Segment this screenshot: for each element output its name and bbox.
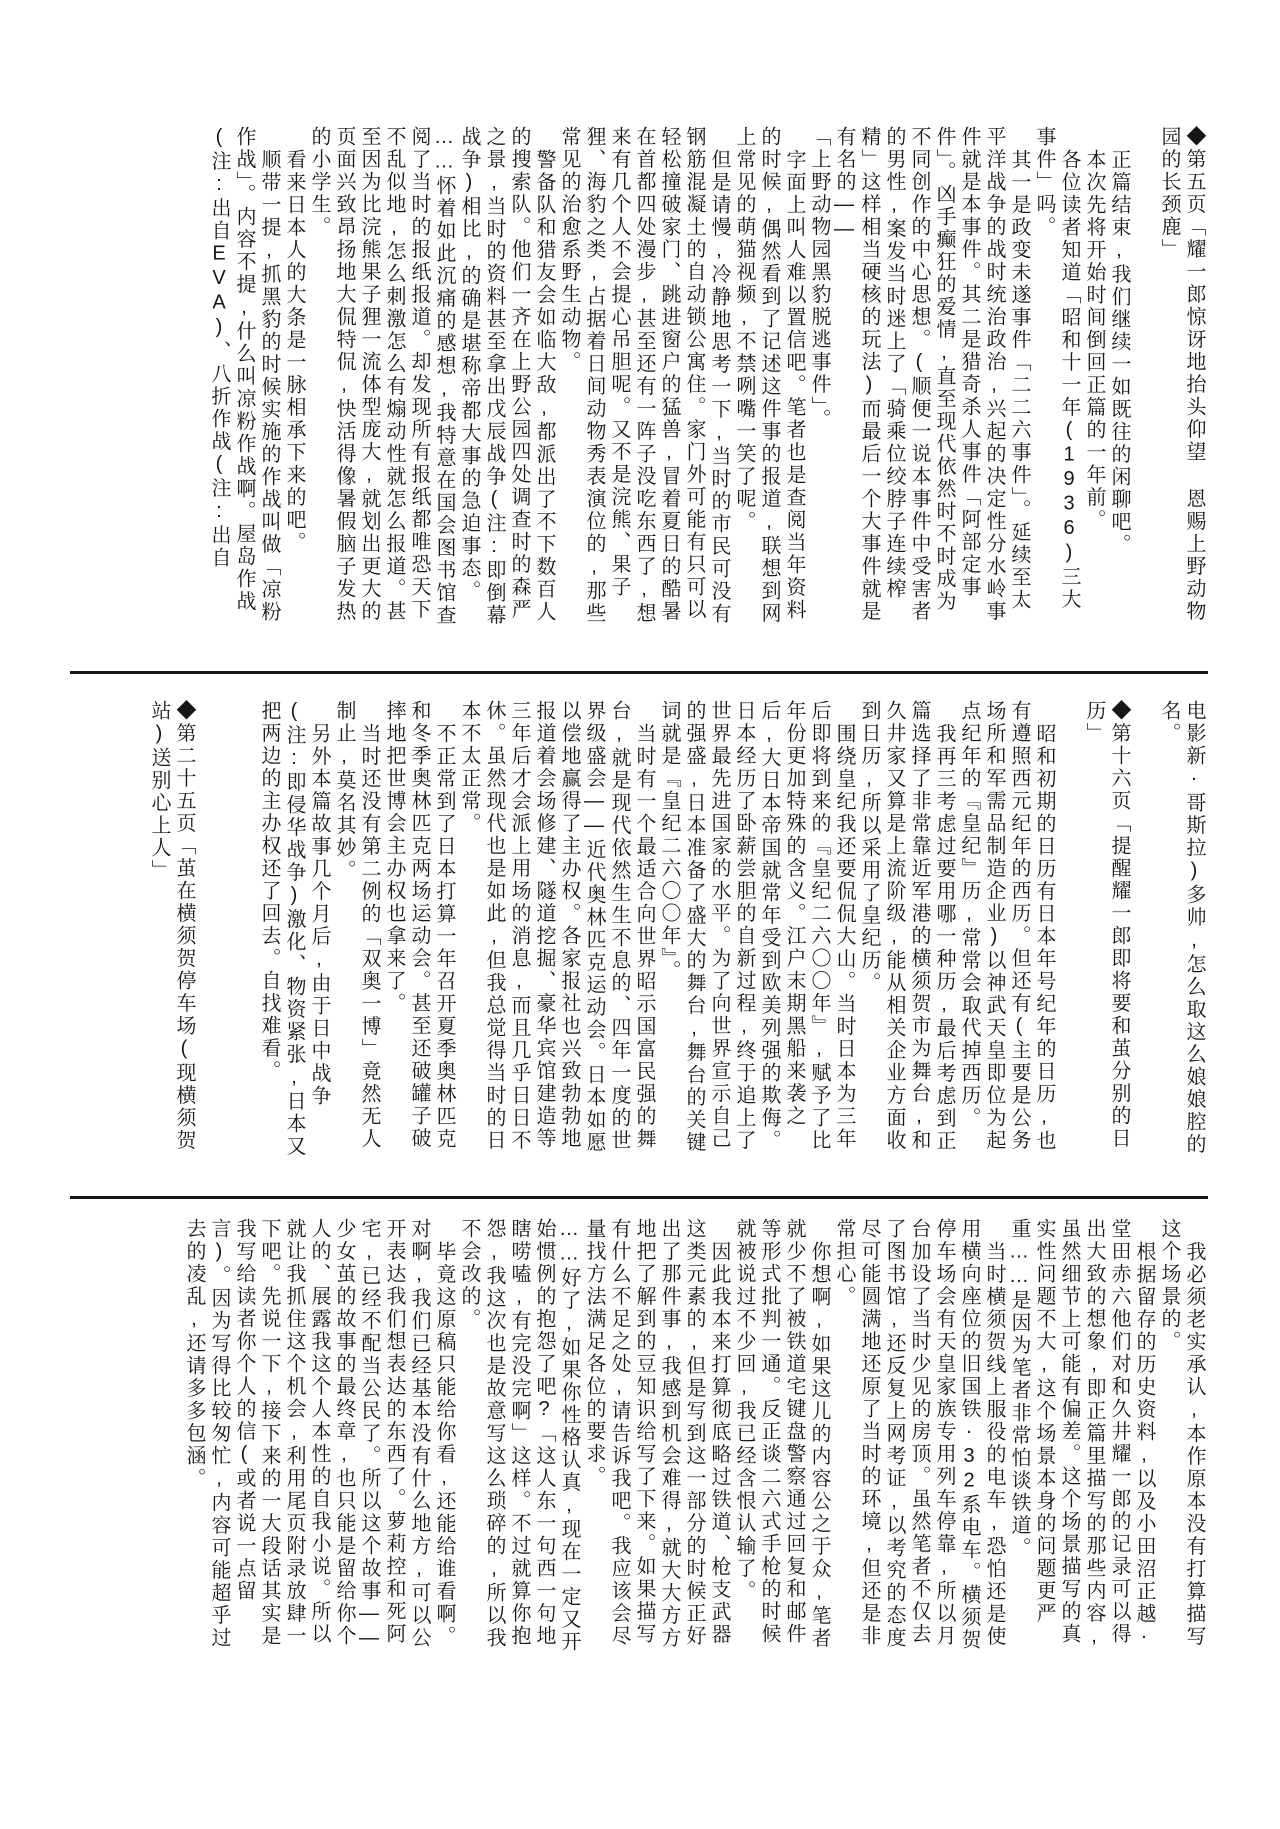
text-column-paragraph: 根据留存的历史资料,以及小田沼正越·堂田赤六他们对和久井耀一郎的记录可以得出大致的想象,即正篇里描写的那些内容,虽然细节上可能有偏差。这个场景描写的真实性问题不大,这个场景本身的问题更严重……是因为笔者非常怕谈铁道。 bbox=[1008, 1218, 1155, 1650]
text-column-paragraph: 我必须老实承认,本作原本没有打算描写这个场景的。 bbox=[1158, 1218, 1205, 1648]
section-divider-1 bbox=[70, 671, 1208, 674]
text-column-paragraph: 另外本篇故事几个月后,由于日中战争(注:即侵华战争)激化、物资紧张,日本又把两边的主办权还了回去。自找难看。 bbox=[258, 700, 330, 1158]
text-column-paragraph: 其一是政变未遂事件「二二六事件」。延续至太平洋战争的战时统治政治,兴起的决定性分水岭事件就是本事件。其二是猎奇杀人事件「阿部定事件」。凶手癫狂的爱情,直至现代依然时不时成为不同创作的中心思想。(顺便一说本事件中受害者的男性,案发当时迷上了「骑乘位绞脖子连续榨精」这样相当硬核的玩法)而最后一个大事件就是有名的—— bbox=[833, 126, 1030, 623]
text-column-paragraph: 围绕皇纪我还要侃侃大山。当时日本为三年后即将到来的『皇纪二六〇〇年』,赋予了比年份更加特殊的含义。江户末期黑船来袭之后,大日本帝国就常年受到欧美列强的欺侮。日本经历了卧薪尝胆的自新过程,终于追上了世界最先进国家的水平。为了向世界宣示自己的强盛,日本准备了盛大的舞台,舞台的关键词就是『皇纪二六〇〇年』。 bbox=[658, 700, 855, 1154]
text-column-paragraph: 顺带一提,抓黑豹的时候实施的作战叫做「凉粉作战」。内容不提,什么叫凉粉作战啊。屋岛作战(注:出自EVA)、八折作战(注:出自 bbox=[208, 126, 280, 624]
text-column-paragraph: ……好了,如果你性格认真,现在一定又开始惯例的抱怨了吧?「这人东一句西一句地瞎唠嗑,有完没完啊」这样。不过就算你抱怨,我这次也是故意写这么琐碎的,所以我不会改的。 bbox=[458, 1218, 580, 1654]
note-heading-column: ◆第二十五页「茧在横须贺停车场(现横须贺站)送别心上人」 bbox=[148, 700, 195, 1152]
text-column-paragraph: 你想啊,如果这儿的内容公之于众,笔者就少不了被铁道宅键盘警察通过回复和邮件等形式批判一通。反正谈二六式手枪的时候就被说过不少回,我已经含恨认输了。 bbox=[733, 1218, 830, 1650]
text-column-paragraph: 昭和初期的日历有日本年号纪年的日历,也有遵照西元纪年的西历。但还有(主要是公务场所和军需品制造企业)以神武天皇即位为起点纪年的『皇纪』历,常常会取代掉西历。 bbox=[958, 700, 1055, 1153]
text-band-middle bbox=[72, 700, 1206, 1162]
text-column-paragraph: ……怀着如此沉痛的感想,我特意在国会图书馆查阅了当时的报纸报道。却发现所有报纸都唯恐天下不乱似地,怎么刺激怎么有煽动性就怎么报道。甚至因为比浣熊果子狸一流体型庞大,就划出更大的页面兴致昂扬地大侃特侃,快活得像暑假脑子发热的小学生。 bbox=[308, 126, 455, 627]
text-column-paragraph: 不正常到了日本打算一年召开夏季奥林匹克和冬季奥林匹克两场运动会。甚至还破罐子破摔地把世博会主办权也拿来了。 bbox=[383, 700, 455, 1151]
text-column-paragraph: 我再三考虑过要用哪一种历,最后考虑到正篇选择了非常靠近军港的横须贺市为舞台,和久井家又算是上流阶级,能从相关企业方面收到日历,所以采用了皇纪历。 bbox=[858, 700, 955, 1153]
text-column-paragraph: 字面上叫人难以置信吧。笔者也是查阅当年资料的时候,偶然看到了记述这件事的报道,联想到网上常见的萌猫视频,不禁咧嘴一笑了呢。 bbox=[733, 126, 805, 625]
text-column-paragraph: 毕竟这原稿只能给你看,还能给谁看啊。对啊,我们已经基本没有什么地方,可以公开表达我们想表达的东西了。萝莉控和死阿宅,已经不配当公民了。所以这个故事——少女茧的故事的最终章,也只能是留给你个人的、展露我这个人本性的自我小说。所以就让我抓住这个机会,利用尾页附录放肆一下吧。先说一下,接下来的一大段话其实是我写给读者你个人的信(或者说一点留言)。因为写得比较匆忙,内容可能超乎过去的凌乱,还请多多包涵。 bbox=[183, 1218, 455, 1652]
section-divider-2 bbox=[70, 1196, 1208, 1199]
text-band-bottom bbox=[72, 1218, 1206, 1660]
text-column-paragraph: 警备队和猎友会如临大敌,都派出了不下数百人的搜索队。他们一齐在上野公园四处调查时的森严之景,当时的资料甚至拿出戊辰战争(注:即倒幕战争)相比,的确是堪称帝都大事的急迫事态。 bbox=[458, 126, 555, 627]
text-column-paragraph: 各位读者知道「昭和十一年(1936)三大事件」吗。 bbox=[1033, 126, 1080, 611]
text-column-paragraph: 当时还没有第二例的「双奥一博」竟然无人制止,莫名其妙。 bbox=[333, 700, 380, 1151]
text-column-paragraph: 因此我本来打算彻底略过铁道、枪支武器这类元素的,但是写到这一部分的时候正好出了那件事,我感到机会难得,就大大方方地把了解到的豆知识给写了下来。如果描写有什么不足之处,请告诉我吧。我应该会尽量找方法满足各位的要求。 bbox=[583, 1218, 730, 1650]
text-column-paragraph: 本次先将开始时间倒回正篇的一年前。 bbox=[1083, 149, 1105, 532]
text-column-paragraph: 但是请慢,冷静地思考一下,当时的市民可没有钢筋混凝土的自动锁公寓住。家门外可能有只可以轻松撞破家门、跳进窗户的猛兽,冒着夏日的酷暑在首都四处漫步,甚至还有一阵子没吃东西了,想来有几个人不会提心吊胆呢。又不是浣熊、果子狸、海豹之类,占据着日间动物秀表演位的,那些常见的治愈系野生动物。 bbox=[558, 126, 730, 626]
text-band-top bbox=[72, 126, 1206, 632]
note-heading-column: ◆第五页「耀一郎惊讶地抬头仰望 恩赐上野动物园的长颈鹿」 bbox=[1158, 126, 1205, 623]
text-column-paragraph: 看来日本人的大条是一脉相承下来的吧。 bbox=[283, 149, 305, 554]
text-column-paragraph: 「上野动物园黑豹脱逃事件」。 bbox=[808, 126, 830, 431]
note-heading-column: ◆第十六页「提醒耀一郎即将要和茧分别的日历」 bbox=[1083, 700, 1130, 1150]
text-column-paragraph: 电影新·哥斯拉)多帅,怎么取这么娘娘腔的名。 bbox=[1158, 700, 1205, 1156]
text-column-paragraph: 当时横须贺线上服役的电车,恐怕还是使用横向座位的旧国铁·32系电车。横须贺停车场会有天皇家族专用列车停靠,所以月台加设了当时少见的房顶。虽然笔者不仅去了图书馆,还反复上网考证,以考究的态度尽可能圆满地还原了当时的环境,但还是非常担心。 bbox=[833, 1218, 1005, 1652]
text-column-paragraph: 正篇结束,我们继续一如既往的闲聊吧。 bbox=[1108, 149, 1130, 556]
text-column-paragraph: 当时有一个最适合向世界昭示国富民强的舞台,就是现代依然生生不息的、四年一度的世界级盛会——近代奥林匹克运动会。日本如愿以偿地赢得了主办权。各家报社也兴致勃勃地报道着会场修建、隧道挖掘、豪华宾馆建造等三年后才会派上用场的消息,而且几乎日日不休。虽然现代也是如此,但我总觉得当时的日本不太正常。 bbox=[458, 700, 655, 1154]
